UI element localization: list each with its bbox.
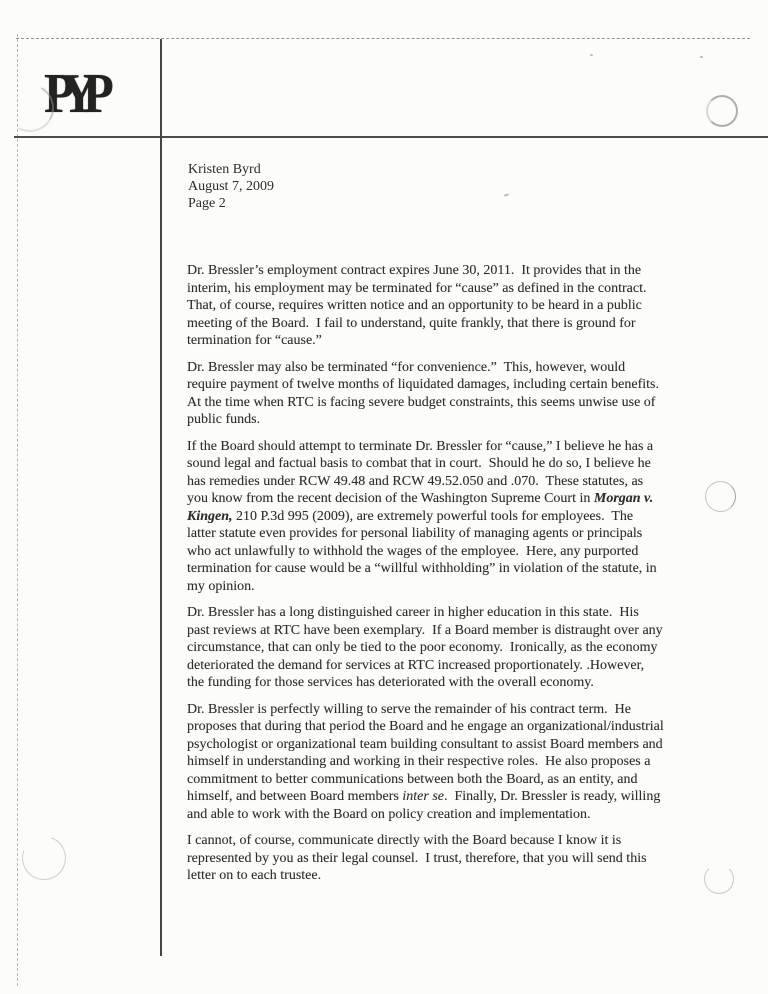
hole-punch-icon <box>15 829 73 887</box>
text-segment: . Finally, Dr. Bressler is ready, willing and able to work with the Board on policy creation and implementation. <box>187 789 664 822</box>
text-segment: Morgan v. Kingen, <box>187 491 657 524</box>
scan-edge-line <box>17 34 18 986</box>
page-header-block <box>188 161 274 212</box>
margin-vertical-rule <box>160 39 162 956</box>
text-segment: 210 P.3d 995 (2009), are extremely powerful tools for employees. The latter statute even provides for personal liability of managing agents or principals who act unlawfully to withhold the wages of the employee. Here, any purported termination for cause would be a “willful withholding” in violation of the statute, in my opinion. <box>187 508 661 594</box>
recipient-name: Kristen Byrd <box>188 162 261 177</box>
letter-body <box>187 262 668 894</box>
paragraph <box>187 604 667 692</box>
pyp-monogram-logo: PYP <box>44 63 100 125</box>
text-segment: Dr. Bressler’s employment contract expires June 30, 2011. It provides that in the interim, his employment may be terminated for “cause” as defined in the contract. That, of course, requires written notice and an opportunity to be heard in a public meeting of the Board. I fail to understand, quite frankly, that there is ground for termination for “cause.” <box>187 263 654 348</box>
scan-speck <box>700 56 703 58</box>
top-dashed-rule <box>16 38 750 39</box>
paragraph <box>187 438 664 596</box>
paragraph <box>187 359 664 429</box>
paragraph <box>187 262 664 350</box>
text-segment: I cannot, of course, communicate directly with the Board because I know it is represented by you as their legal counsel. I trust, therefore, that you will send this letter on to each trustee. <box>187 833 651 883</box>
text-segment: Dr. Bressler may also be terminated “for convenience.” This, however, would require payment of twelve months of liquidated damages, including certain benefits. At the time when RTC is facing severe budget constraints, this seems unwise use of public funds. <box>187 359 666 427</box>
paragraph <box>187 701 668 824</box>
scan-speck <box>590 54 593 56</box>
letter-date: August 7, 2009 <box>188 179 274 194</box>
text-segment: Dr. Bressler has a long distinguished career in higher education in this state. His past reviews at RTC have been exemplary. If a Board member is distraught over any circumstance, that can only be tied to the poor economy. Ironically, as the economy deteriorated the demand for services at RTC increased proportionately. .However, the funding for those services has deteriorated with the overall economy. <box>187 605 667 690</box>
hole-punch-icon <box>706 95 738 127</box>
letterhead-rule <box>14 136 768 138</box>
paragraph <box>187 832 664 885</box>
hole-punch-icon <box>705 481 736 512</box>
scan-speck <box>504 193 509 197</box>
text-segment: If the Board should attempt to terminate Dr. Bressler for “cause,” I believe he has a sound legal and factual basis to combat that in court. Should he do so, I believe he has remedies under RCW 49.48 and RCW 49.52.050 and .070. These statutes, as you know from the recent decision of the Washington Supreme Court in <box>187 438 657 506</box>
page-number-label: Page 2 <box>188 196 226 211</box>
hole-punch-icon <box>704 864 734 894</box>
text-segment: inter se <box>402 789 444 804</box>
text-segment: Dr. Bressler is perfectly willing to serve the remainder of his contract term. He proposes that during that period the Board and he engage an organizational/industrial psychologist or organizational team building consultant to assist Board members and himself in understanding and working in their respective roles. He also proposes a commitment to better communications between both the Board, as an entity, and himself, and between Board members <box>187 701 668 804</box>
